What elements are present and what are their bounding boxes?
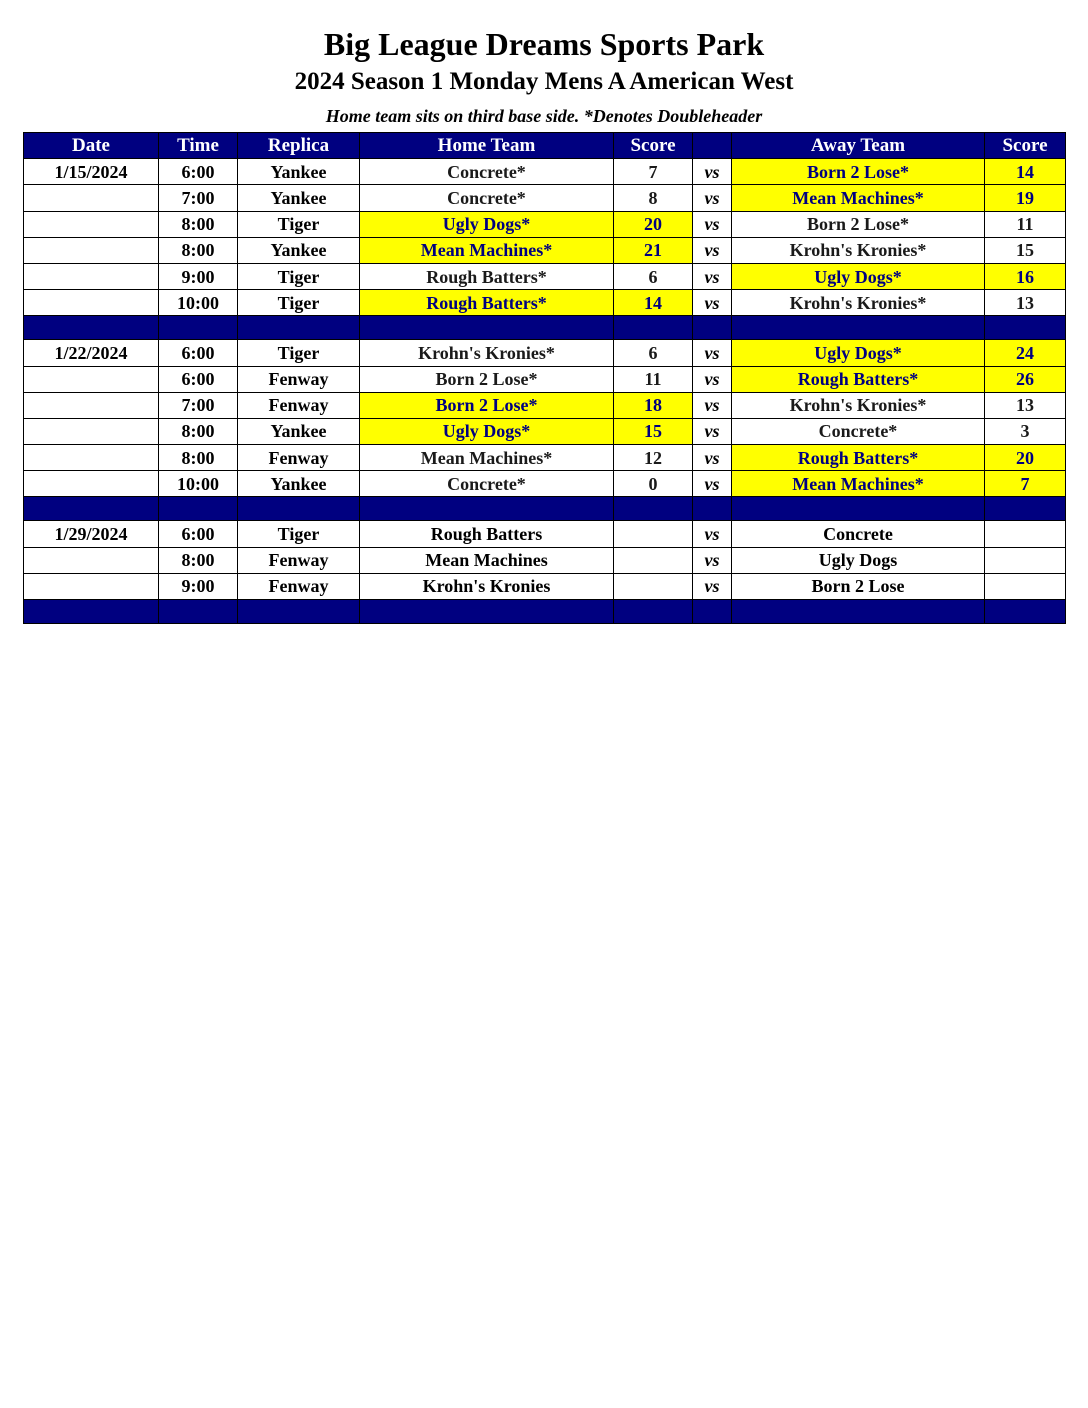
away-score-cell: 11	[985, 211, 1066, 237]
home-score-cell: 14	[614, 290, 693, 316]
column-header-replica: Replica	[238, 133, 360, 159]
table-row	[24, 418, 1066, 444]
column-header-time: Time	[159, 133, 238, 159]
away-score-cell: 13	[985, 392, 1066, 418]
column-header-vs	[693, 133, 732, 159]
separator-cell	[159, 316, 238, 340]
away-team-cell: Ugly Dogs*	[732, 340, 985, 366]
away-score-cell: 7	[985, 471, 1066, 497]
home-team-cell: Concrete*	[360, 185, 614, 211]
separator-cell	[732, 600, 985, 624]
vs-cell: vs	[693, 211, 732, 237]
away-team-cell: Krohn's Kronies*	[732, 392, 985, 418]
home-score-cell: 15	[614, 418, 693, 444]
date-cell	[24, 471, 159, 497]
separator-cell	[985, 600, 1066, 624]
away-team-cell: Concrete*	[732, 418, 985, 444]
separator-cell	[24, 497, 159, 521]
vs-cell: vs	[693, 237, 732, 263]
table-row	[24, 263, 1066, 289]
home-score-cell: 20	[614, 211, 693, 237]
away-score-cell: 13	[985, 290, 1066, 316]
table-row	[24, 392, 1066, 418]
time-cell: 8:00	[159, 445, 238, 471]
separator-row	[24, 497, 1066, 521]
home-team-cell: Concrete*	[360, 471, 614, 497]
time-cell: 7:00	[159, 392, 238, 418]
home-team-cell: Rough Batters*	[360, 290, 614, 316]
replica-cell: Yankee	[238, 159, 360, 185]
time-cell: 8:00	[159, 418, 238, 444]
away-score-cell	[985, 521, 1066, 547]
page-title: Big League Dreams Sports Park	[323, 26, 765, 62]
date-cell: 1/22/2024	[24, 340, 159, 366]
date-cell	[24, 547, 159, 573]
vs-cell: vs	[693, 159, 732, 185]
away-score-cell: 3	[985, 418, 1066, 444]
home-team-cell: Concrete*	[360, 159, 614, 185]
home-score-cell: 8	[614, 185, 693, 211]
date-cell	[24, 392, 159, 418]
separator-cell	[693, 316, 732, 340]
vs-cell: vs	[693, 547, 732, 573]
separator-cell	[238, 316, 360, 340]
date-cell	[24, 366, 159, 392]
home-team-cell: Rough Batters*	[360, 263, 614, 289]
table-row	[24, 573, 1066, 599]
column-header-home-score: Score	[614, 133, 693, 159]
column-header-home-team: Home Team	[360, 133, 614, 159]
replica-cell: Tiger	[238, 340, 360, 366]
vs-cell: vs	[693, 418, 732, 444]
schedule-table	[23, 132, 1066, 624]
time-cell: 10:00	[159, 290, 238, 316]
table-row	[24, 547, 1066, 573]
time-cell: 9:00	[159, 263, 238, 289]
vs-cell: vs	[693, 340, 732, 366]
date-cell	[24, 290, 159, 316]
date-cell	[24, 263, 159, 289]
home-team-cell: Rough Batters	[360, 521, 614, 547]
page-subtitle: 2024 Season 1 Monday Mens A American West	[294, 68, 794, 95]
separator-cell	[238, 497, 360, 521]
away-score-cell: 15	[985, 237, 1066, 263]
separator-cell	[24, 600, 159, 624]
table-row	[24, 471, 1066, 497]
time-cell: 6:00	[159, 340, 238, 366]
replica-cell: Yankee	[238, 418, 360, 444]
separator-row	[24, 600, 1066, 624]
separator-cell	[732, 316, 985, 340]
separator-cell	[614, 316, 693, 340]
separator-row	[24, 316, 1066, 340]
home-team-cell: Krohn's Kronies*	[360, 340, 614, 366]
replica-cell: Yankee	[238, 185, 360, 211]
date-cell	[24, 418, 159, 444]
home-score-cell: 6	[614, 263, 693, 289]
away-score-cell: 24	[985, 340, 1066, 366]
time-cell: 7:00	[159, 185, 238, 211]
vs-cell: vs	[693, 290, 732, 316]
replica-cell: Fenway	[238, 392, 360, 418]
home-score-cell: 6	[614, 340, 693, 366]
date-cell	[24, 185, 159, 211]
away-team-cell: Born 2 Lose*	[732, 211, 985, 237]
time-cell: 6:00	[159, 521, 238, 547]
table-row	[24, 159, 1066, 185]
replica-cell: Fenway	[238, 547, 360, 573]
separator-cell	[985, 497, 1066, 521]
away-score-cell	[985, 547, 1066, 573]
away-team-cell: Born 2 Lose	[732, 573, 985, 599]
column-header-date: Date	[24, 133, 159, 159]
time-cell: 8:00	[159, 237, 238, 263]
away-score-cell: 20	[985, 445, 1066, 471]
away-team-cell: Ugly Dogs	[732, 547, 985, 573]
date-cell	[24, 211, 159, 237]
away-score-cell	[985, 573, 1066, 599]
date-cell	[24, 573, 159, 599]
table-row	[24, 521, 1066, 547]
separator-cell	[614, 600, 693, 624]
home-score-cell: 12	[614, 445, 693, 471]
away-team-cell: Krohn's Kronies*	[732, 290, 985, 316]
away-team-cell: Mean Machines*	[732, 185, 985, 211]
replica-cell: Tiger	[238, 263, 360, 289]
home-score-cell: 7	[614, 159, 693, 185]
date-cell	[24, 445, 159, 471]
date-cell: 1/29/2024	[24, 521, 159, 547]
date-cell: 1/15/2024	[24, 159, 159, 185]
home-score-cell: 11	[614, 366, 693, 392]
vs-cell: vs	[693, 366, 732, 392]
separator-cell	[159, 600, 238, 624]
column-header-away-score: Score	[985, 133, 1066, 159]
home-score-cell: 21	[614, 237, 693, 263]
separator-cell	[238, 600, 360, 624]
home-score-cell	[614, 521, 693, 547]
table-header-row	[24, 133, 1066, 159]
away-score-cell: 19	[985, 185, 1066, 211]
table-row	[24, 290, 1066, 316]
away-score-cell: 26	[985, 366, 1066, 392]
vs-cell: vs	[693, 445, 732, 471]
away-team-cell: Concrete	[732, 521, 985, 547]
table-row	[24, 237, 1066, 263]
away-team-cell: Born 2 Lose*	[732, 159, 985, 185]
time-cell: 9:00	[159, 573, 238, 599]
time-cell: 6:00	[159, 159, 238, 185]
away-team-cell: Rough Batters*	[732, 445, 985, 471]
vs-cell: vs	[693, 573, 732, 599]
home-team-cell: Mean Machines	[360, 547, 614, 573]
separator-cell	[614, 497, 693, 521]
replica-cell: Yankee	[238, 237, 360, 263]
vs-cell: vs	[693, 521, 732, 547]
time-cell: 8:00	[159, 547, 238, 573]
separator-cell	[159, 497, 238, 521]
home-team-cell: Krohn's Kronies	[360, 573, 614, 599]
page-note: Home team sits on third base side. *Denotes Doubleheader	[325, 106, 763, 126]
home-score-cell: 0	[614, 471, 693, 497]
home-team-cell: Mean Machines*	[360, 237, 614, 263]
replica-cell: Tiger	[238, 521, 360, 547]
replica-cell: Tiger	[238, 290, 360, 316]
home-team-cell: Ugly Dogs*	[360, 418, 614, 444]
home-team-cell: Born 2 Lose*	[360, 392, 614, 418]
time-cell: 8:00	[159, 211, 238, 237]
table-row	[24, 211, 1066, 237]
separator-cell	[360, 600, 614, 624]
replica-cell: Tiger	[238, 211, 360, 237]
separator-cell	[732, 497, 985, 521]
vs-cell: vs	[693, 263, 732, 289]
separator-cell	[693, 497, 732, 521]
time-cell: 10:00	[159, 471, 238, 497]
away-score-cell: 16	[985, 263, 1066, 289]
separator-cell	[693, 600, 732, 624]
vs-cell: vs	[693, 185, 732, 211]
separator-cell	[360, 316, 614, 340]
home-score-cell: 18	[614, 392, 693, 418]
separator-cell	[360, 497, 614, 521]
home-score-cell	[614, 547, 693, 573]
table-row	[24, 445, 1066, 471]
replica-cell: Fenway	[238, 366, 360, 392]
vs-cell: vs	[693, 392, 732, 418]
away-team-cell: Ugly Dogs*	[732, 263, 985, 289]
column-header-away-team: Away Team	[732, 133, 985, 159]
home-team-cell: Mean Machines*	[360, 445, 614, 471]
away-team-cell: Rough Batters*	[732, 366, 985, 392]
date-cell	[24, 237, 159, 263]
replica-cell: Fenway	[238, 573, 360, 599]
replica-cell: Yankee	[238, 471, 360, 497]
table-row	[24, 185, 1066, 211]
schedule-body	[24, 159, 1066, 624]
away-team-cell: Mean Machines*	[732, 471, 985, 497]
home-team-cell: Ugly Dogs*	[360, 211, 614, 237]
away-score-cell: 14	[985, 159, 1066, 185]
vs-cell: vs	[693, 471, 732, 497]
table-row	[24, 366, 1066, 392]
replica-cell: Fenway	[238, 445, 360, 471]
separator-cell	[24, 316, 159, 340]
time-cell: 6:00	[159, 366, 238, 392]
home-score-cell	[614, 573, 693, 599]
away-team-cell: Krohn's Kronies*	[732, 237, 985, 263]
table-row	[24, 340, 1066, 366]
home-team-cell: Born 2 Lose*	[360, 366, 614, 392]
separator-cell	[985, 316, 1066, 340]
